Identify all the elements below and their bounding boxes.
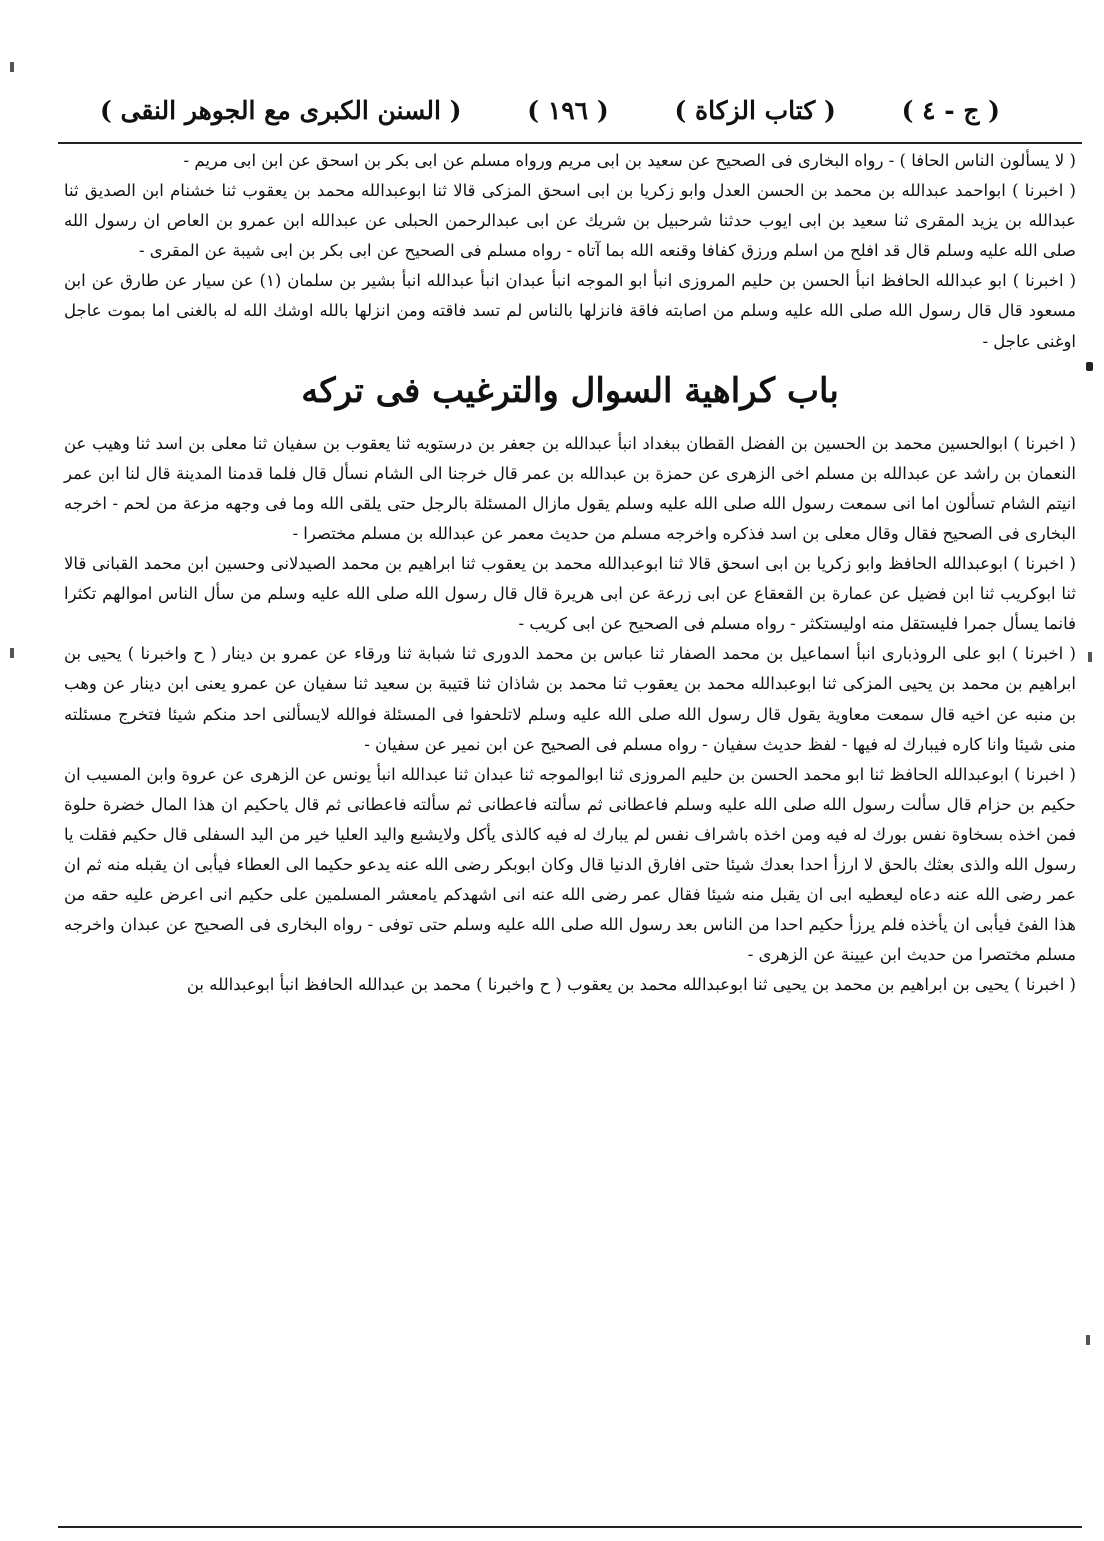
scan-margin-mark: [1086, 1335, 1090, 1345]
paragraph-7: ( اخبرنا ) ابوعبدالله الحافظ ثنا ابو محمد الحسن بن حليم المروزى ثنا ابوالموجه ثنا عبدان ثنا عبدالله انبأ يونس عن الزهرى عن عروة وابن المسيب ان حكيم بن حزام قال سألت رسول الله صلى الله عليه وسلم فاعطانى ثم سألته فاعطانى ثم سألته فاعطانى ثم قال ياحكيم ان هذا المال خضرة حلوة فمن اخذه بسخاوة نفس بورك له فيه ومن اخذه باشراف نفس لم يبارك له فيه كالذى يأكل ولايشبع واليد العليا خير من اليد السفلى قال حكيم فقلت يا رسول الله والذى بعثك بالحق لا ارزأ احدا بعدك شيئا حتى افارق الدنيا قال وكان ابوبكر رضى الله عنه يدعو حكيما الى العطاء فيأبى ان يقبله منه ثم ان عمر رضى الله عنه دعاه ليعطيه ابى ان يقبل منه شيئا فقال عمر رضى الله عنه انى اشهدكم يامعشر المسلمين على حكيم انى اعرض عليه حقه من هذا الفئ فيأبى ان يأخذه فلم يرزأ حكيم احدا من الناس بعد رسول الله صلى الله عليه وسلم حتى توفى - رواه البخارى فى الصحيح عن عبدان واخرجه مسلم مختصرا من حديث ابن عيينة عن الزهرى -: [64, 764, 1076, 965]
page-header: [100, 88, 1000, 132]
chapter-title: باب كراهية السوال والترغيب فى تركه: [301, 370, 839, 411]
header-rule: [58, 142, 1082, 144]
scan-margin-mark: [10, 62, 14, 72]
paragraph-3: ( اخبرنا ) ابو عبدالله الحافظ انبأ الحسن بن حليم المروزى انبأ ابو الموجه انبأ عبدان انبأ عبدالله انبأ بشير بن سلمان (١) عن سيار عن طارق عن ابن مسعود قال قال رسول الله صلى الله عليه وسلم من اصابته فاقة فانزلها بالناس لم تسد فاقته ومن انزلها بالله اوشك الله له بالغنى اما بموت عاجل اوغنى عاجل -: [64, 271, 1077, 351]
footer-rule: [58, 1526, 1082, 1528]
paragraph-5: ( اخبرنا ) ابوعبدالله الحافظ وابو زكريا بن ابى اسحق قالا ثنا ابوعبدالله محمد بن يعقوب ثنا ابراهيم بن محمد الصيدلانى وحسين ابن محمد القبانى قالا ثنا ابوكريب ثنا ابن فضيل عن عمارة بن القعقاع عن ابى زرعة عن ابى هريرة قال قال رسول الله صلى الله عليه وسلم من سأل الناس اموالهم تكثرا فانما يسأل جمرا فليستقل منه اوليستكثر - رواه مسلم فى الصحيح عن ابى كريب -: [64, 554, 1076, 634]
paragraph-6: ( اخبرنا ) ابو على الروذبارى انبأ اسماعيل بن محمد الصفار ثنا عباس بن محمد الدورى ثنا شبابة ثنا ورقاء عن عمرو بن دينار ( ح واخبرنا ) يحيى بن ابراهيم بن محمد بن يحيى المزكى ثنا ابوعبدالله محمد بن يعقوب ثنا محمد بن شاذان ثنا قتيبة بن سعيد ثنا سفيان عن عمرو يعنى ابن دينار عن وهب بن منبه عن اخيه قال سمعت معاوية يقول قال رسول الله صلى الله عليه وسلم لاتلحفوا فى المسئلة فوالله لايسألنى احد منكم شيئا فتخرج مسئلته منى شيئا وانا كاره فيبارك له فيها - لفظ حديث سفيان - رواه مسلم فى الصحيح عن ابن نمير عن سفيان -: [64, 644, 1076, 754]
paragraph-1: ( لا يسألون الناس الحافا ) - رواه البخارى فى الصحيح عن سعيد بن ابى مريم ورواه مسلم عن ابى بكر بن اسحق عن ابن ابى مريم -: [183, 151, 1076, 170]
paragraph-4: ( اخبرنا ) ابوالحسين محمد بن الحسين بن الفضل القطان ببغداد انبأ عبدالله بن جعفر بن درستويه ثنا يعقوب بن سفيان ثنا معلى بن اسد ثنا وهيب عن النعمان بن راشد عن عبدالله بن مسلم اخى الزهرى عن حمزة بن عبدالله بن عمر قال خرجنا الى الشام نسأل قال فلما قدمنا المدينة قال لنا ابن عمر انيتم الشام تسألون اما انى سمعت رسول الله صلى الله عليه وسلم يقول مازال المسئلة بالرجل حتى يلقى الله وما فى وجهه مزعة من لحم - اخرجه البخارى فى الصحيح فقال وقال معلى بن اسد فذكره واخرجه مسلم من حديث معمر عن عبدالله بن مسلم مختصرا -: [64, 433, 1076, 543]
section-title: ( كتاب الزكاة ): [674, 95, 836, 125]
body-text: [64, 146, 1076, 1000]
volume-number: ( ج - ٤ ): [901, 95, 1000, 125]
scan-margin-mark: [10, 648, 14, 658]
book-title: ( السنن الكبرى مع الجوهر النقى ): [100, 95, 462, 125]
scan-margin-mark: [1088, 652, 1092, 662]
paragraph-8: ( اخبرنا ) يحيى بن ابراهيم بن محمد بن يحيى ثنا ابوعبدالله محمد بن يعقوب ( ح واخبرنا ) محمد بن عبدالله الحافظ انبأ ابوعبدالله بن: [186, 975, 1076, 995]
page-number: ( ١٩٦ ): [527, 95, 609, 125]
paragraph-2: ( اخبرنا ) ابواحمد عبدالله بن محمد بن الحسن العدل وابو زكريا بن ابى اسحق المزكى قالا ثنا ابوعبدالله محمد بن يعقوب ثنا خشنام ابن الصديق ثنا عبدالله بن يزيد المقرى ثنا سعيد بن ابى ايوب حدثنا شرحبيل بن شريك عن ابى عبدالرحمن الحبلى عن عبدالله ابن عمرو بن العاص ان رسول الله صلى الله عليه وسلم قال قد افلح من اسلم ورزق كفافا وقنعه الله بما آتاه - رواه مسلم فى الصحيح عن ابى بكر بن ابى شيبة عن المقرى -: [64, 181, 1076, 261]
scan-dot-mark: [1086, 362, 1093, 371]
